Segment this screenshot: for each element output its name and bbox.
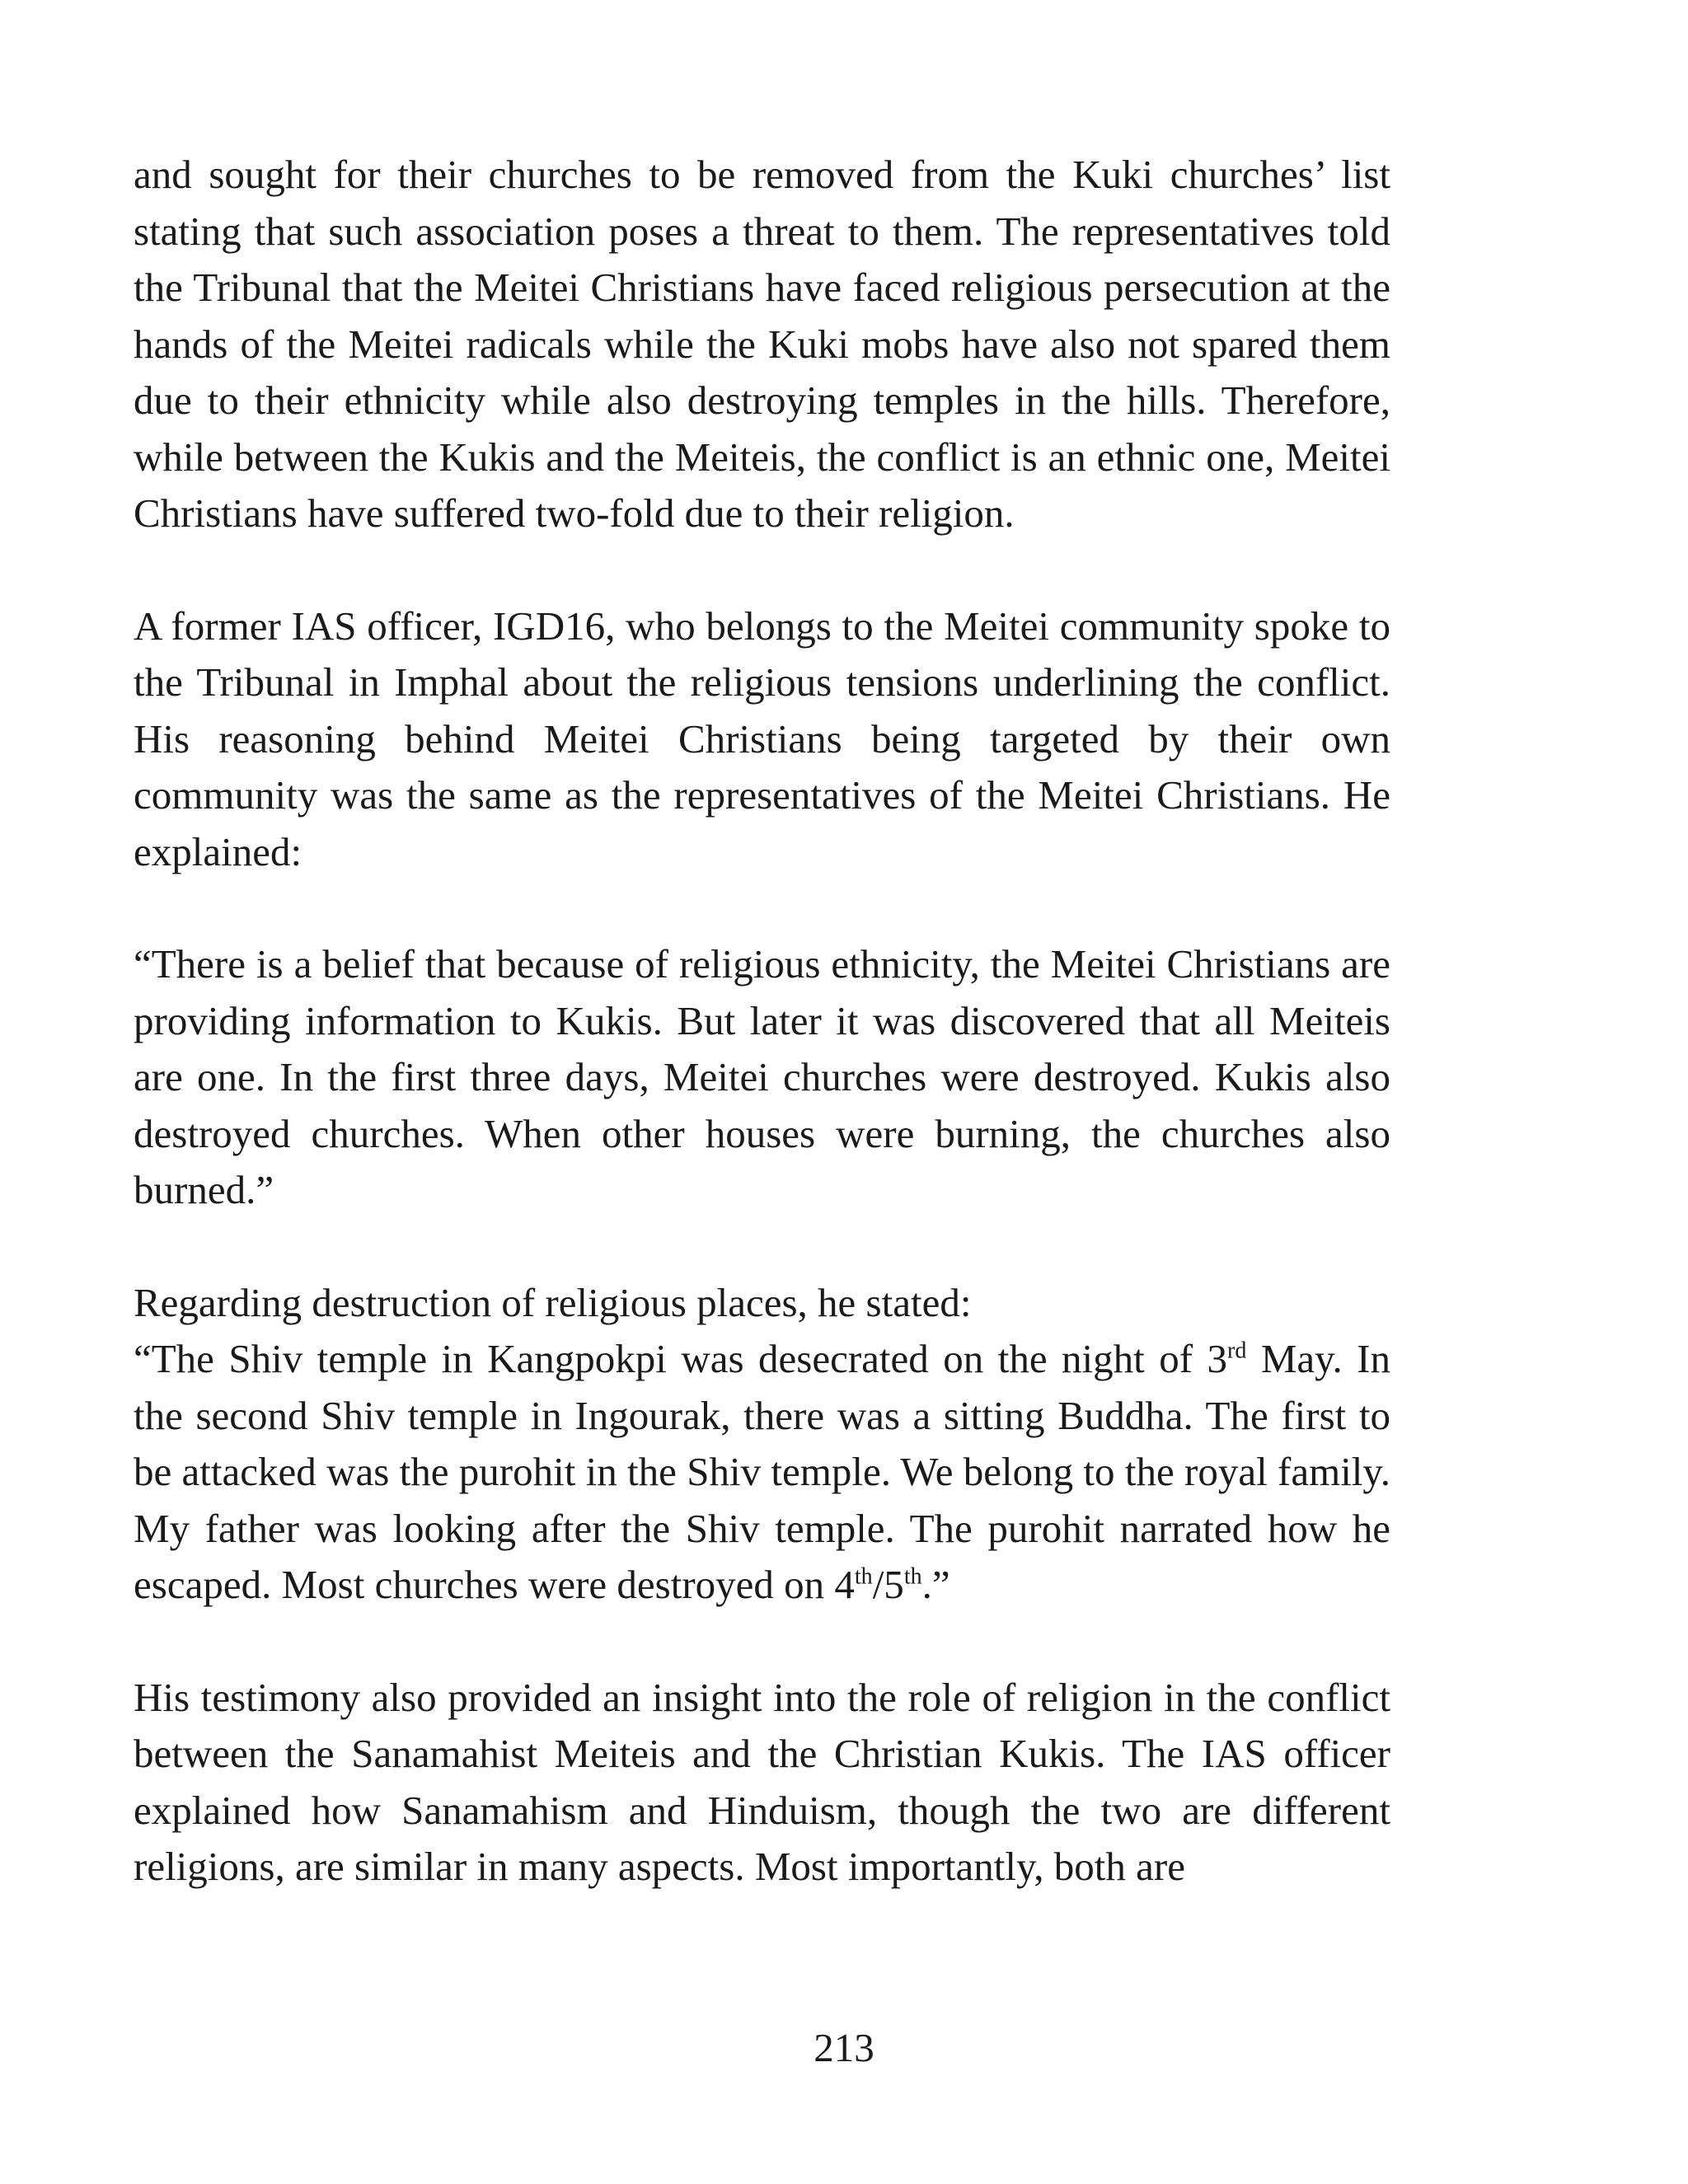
page-number: 213 [814, 2025, 874, 2070]
ordinal-suffix-2: th [854, 1563, 873, 1590]
paragraph-4: His testimony also provided an insight into the role of religion in the conflict between the Sanamahist Meiteis and the Christian Kukis. The IAS officer explained how Sanamahism and Hinduism, though the two are different religions, are similar in many aspects. Most importantly, both are [134, 1674, 1390, 1889]
quote-paragraph-2 [134, 1331, 1390, 1614]
quote-text-part-1: “The Shiv temple in Kangpokpi was desecrated on the night of 3 [134, 1336, 1228, 1381]
paragraph-1: and sought for their churches to be removed from the Kuki churches’ list stating that such association poses a threat to them. The representatives told the Tribunal that the Meitei Christians have faced religious persecution at the hands of the Meitei radicals while the Kuki mobs have also not spared them due to their ethnicity while also destroying temples in the hills. Therefore, while between the Kukis and the Meiteis, the conflict is an ethnic one, Meitei Christians have suffered two-fold due to their religion. [134, 152, 1390, 536]
quote-text-part-4: .” [921, 1562, 950, 1607]
quote-text-part-2: May. In the second Shiv temple in Ingourak, there was a sitting Buddha. The first to be attacked was the purohit in the Shiv temple. We belong to the royal family. My father was looking after the Shiv temple. The purohit narrated how he escaped. Most churches were destroyed on 4 [134, 1336, 1391, 1607]
quote-paragraph-1: “There is a belief that because of religious ethnicity, the Meitei Christians are providing information to Kukis. But later it was discovered that all Meiteis are one. In the first three days, Meitei churches were destroyed. Kukis also destroyed churches. When other houses were burning, the churches also burned.” [134, 941, 1390, 1212]
page-body [134, 147, 1390, 1896]
ordinal-suffix-1: rd [1227, 1338, 1247, 1364]
ordinal-suffix-3: th [903, 1563, 922, 1590]
quote-text-part-3: /5 [872, 1562, 904, 1607]
paragraph-2: A former IAS officer, IGD16, who belongs to the Meitei community spoke to the Tribunal in Imphal about the religious tensions underlining the conflict. His reasoning behind Meitei Christians being targeted by their own community was the same as the representatives of the Meitei Christians. He explained: [134, 602, 1390, 874]
paragraph-3: Regarding destruction of religious places, he stated: [134, 1279, 972, 1325]
